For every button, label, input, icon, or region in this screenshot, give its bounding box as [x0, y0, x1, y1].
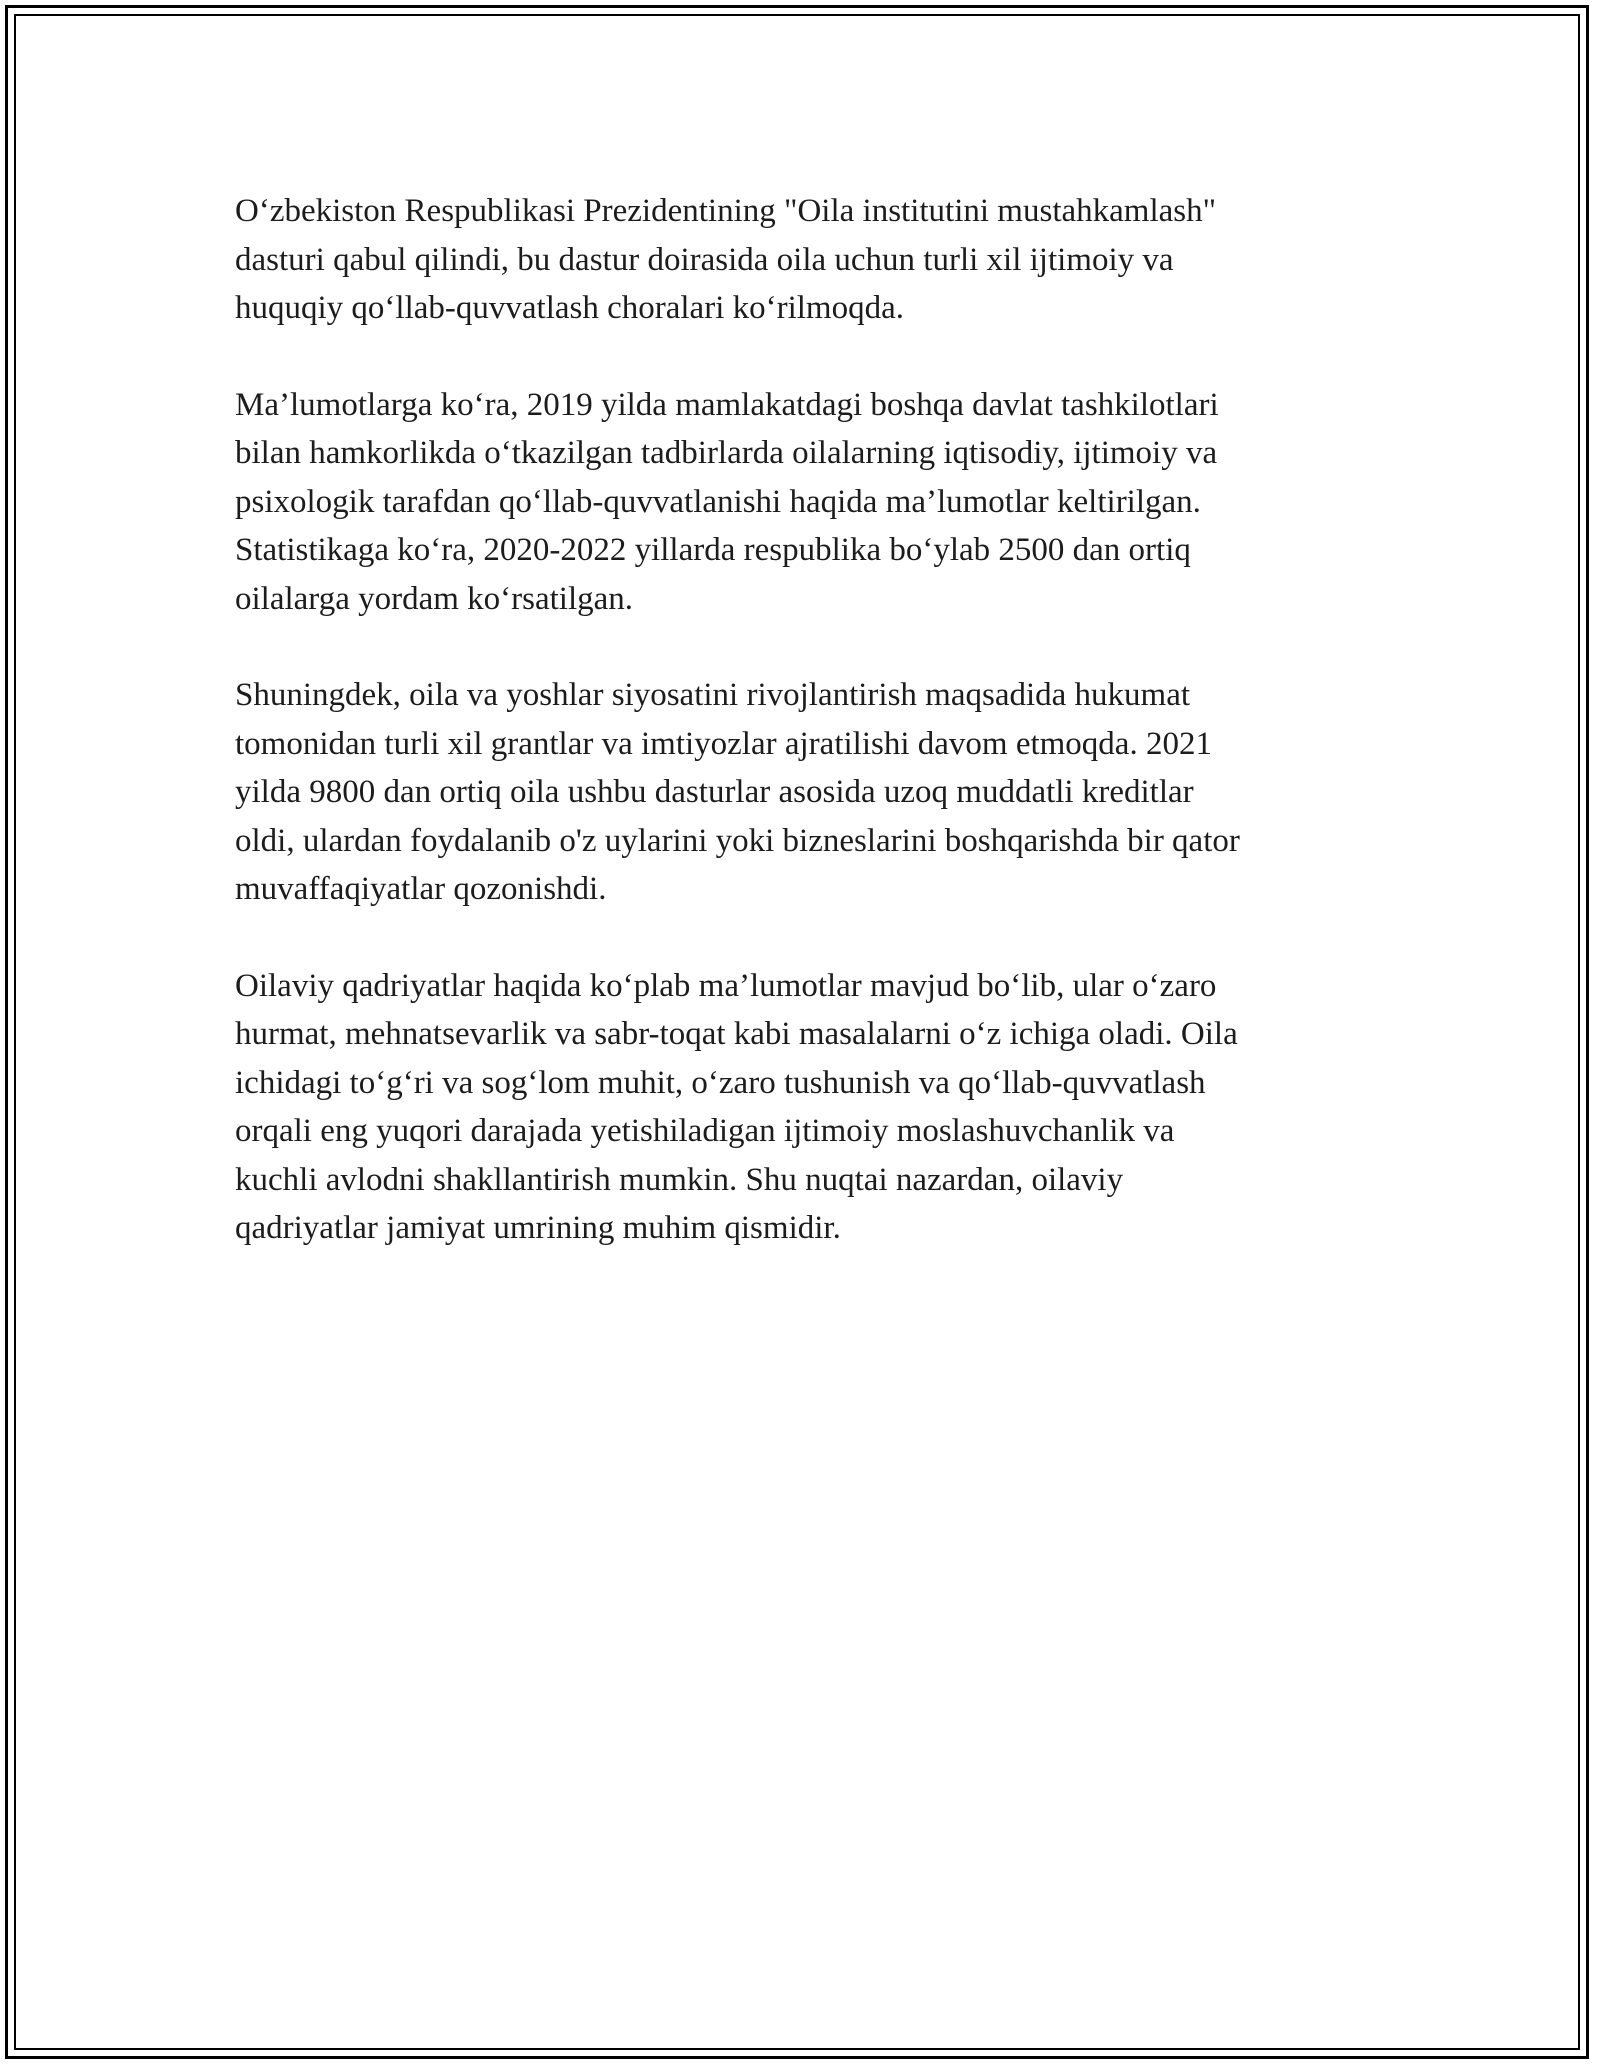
- text-line: psixologik tarafdan qo‘llab-quvvatlanishi haqida ma’lumotlar keltirilgan.: [235, 483, 1201, 520]
- text-line: Oilaviy qadriyatlar haqida ko‘plab ma’lumotlar mavjud bo‘lib, ular o‘zaro: [235, 967, 1217, 1004]
- text-line: huquqiy qo‘llab-quvvatlash choralari ko‘rilmoqda.: [235, 290, 904, 326]
- text-line: orqali eng yuqori darajada yetishiladigan ijtimoiy moslashuvchanlik va: [235, 1113, 1175, 1149]
- text-line: hurmat, mehnatsevarlik va sabr-toqat kabi masalalarni o‘z ichiga oladi. Oila: [235, 1016, 1238, 1052]
- paragraph-1: [235, 187, 1365, 333]
- text-line: qadriyatlar jamiyat umrining muhim qismidir.: [235, 1210, 841, 1246]
- text-line: O‘zbekiston Respublikasi Prezidentining "Oila institutini mustahkamlash": [235, 193, 1217, 229]
- document-body: [235, 187, 1365, 1301]
- text-line: bilan hamkorlikda o‘tkazilgan tadbirlarda oilalarning iqtisodiy, ijtimoiy va: [235, 435, 1218, 471]
- text-line: kuchli avlodni shakllantirish mumkin. Shu nuqtai nazardan, oilaviy: [235, 1161, 1124, 1198]
- text-line: oilalarga yordam ko‘rsatilgan.: [235, 580, 634, 617]
- paragraph-4: [235, 962, 1365, 1253]
- paragraph-2: [235, 381, 1365, 624]
- text-line: oldi, ulardan foydalanib o'z uylarini yoki bizneslarini boshqarishda bir qator: [235, 822, 1240, 859]
- text-line: muvaffaqiyatlar qozonishdi.: [235, 871, 607, 907]
- text-line: Shuningdek, oila va yoshlar siyosatini rivojlantirish maqsadida hukumat: [235, 677, 1191, 713]
- text-line: ichidagi to‘g‘ri va sog‘lom muhit, o‘zaro tushunish va qo‘llab-quvvatlash: [235, 1064, 1206, 1101]
- text-line: tomonidan turli xil grantlar va imtiyozlar ajratilishi davom etmoqda. 2021: [235, 725, 1212, 762]
- text-line: Ma’lumotlarga ko‘ra, 2019 yilda mamlakatdagi boshqa davlat tashkilotlari: [235, 386, 1219, 423]
- text-line: Statistikaga ko‘ra, 2020-2022 yillarda respublika bo‘ylab 2500 dan ortiq: [235, 532, 1191, 568]
- text-line: yilda 9800 dan ortiq oila ushbu dasturlar asosida uzoq muddatli kreditlar: [235, 774, 1194, 810]
- paragraph-3: [235, 671, 1365, 914]
- text-line: dasturi qabul qilindi, bu dastur doirasida oila uchun turli xil ijtimoiy va: [235, 241, 1174, 278]
